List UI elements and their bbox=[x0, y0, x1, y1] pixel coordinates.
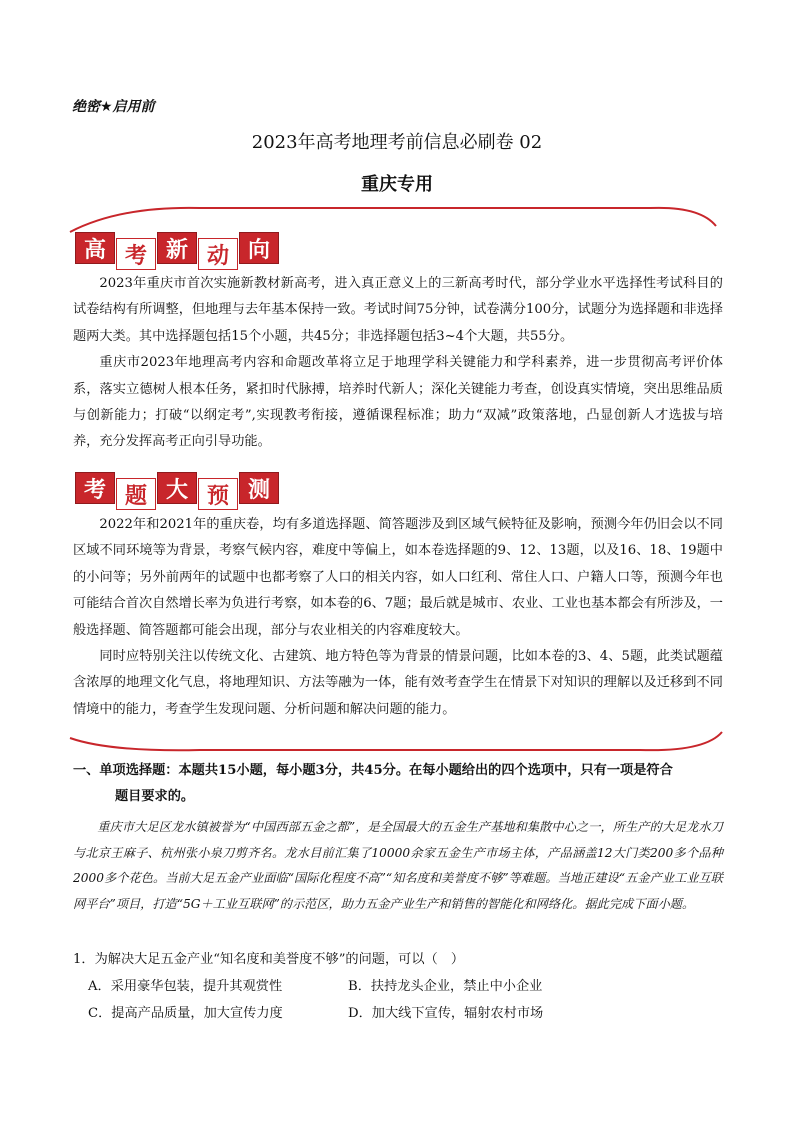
option-d[interactable]: D．加大线下宣传，辐射农村市场 bbox=[348, 1006, 544, 1021]
section-heading-line: 一、单项选择题：本题共15小题，每小题3分，共45分。在每小题给出的四个选项中，只有一项是符合 bbox=[73, 763, 673, 778]
material-paragraph: 重庆市大足区龙水镇被誉为“中国西部五金之都”，是全国最大的五金生产基地和集散中心之一，所生产的大足龙水刀与北京王麻子、杭州张小泉刀剪齐名。龙水目前汇集了10000余家五金生产市场主体，产品涵盖12大门类200多个品种2000多个花色。当前大足五金产业面临“国际化程度不高”“知名度和美誉度不够”等难题。当地正建设“五金产业工业互联网平台”项目，打造“5G＋工业互联网”的示范区，助力五金产业生产和销售的智能化和网络化。据此完成下面小题。 bbox=[73, 820, 723, 911]
question-1-stem: 1．为解决大足五金产业“知名度和美誉度不够”的问题，可以（ ） bbox=[73, 952, 465, 967]
banner-char: 动 bbox=[198, 238, 238, 270]
forecast-paragraph: 同时应特别关注以传统文化、古建筑、地方特色等为背景的情景问题，比如本卷的3、4、5题，此类试题蕴含浓厚的地理文化气息，将地理知识、方法等融为一体，能有效考查学生在情景下对知识的理解以及迁移到不同情境中的能力，考查学生发现问题、分析问题和解决问题的能力。 bbox=[73, 649, 723, 717]
banner-char: 题 bbox=[116, 478, 156, 510]
intro-section bbox=[73, 271, 723, 456]
section-heading-line: 题目要求的。 bbox=[115, 789, 195, 804]
bottom-frame-curve bbox=[70, 732, 722, 750]
banner-char: 高 bbox=[75, 232, 115, 264]
confidential-label: 绝密★启用前 bbox=[72, 99, 155, 115]
banner-char: 新 bbox=[157, 232, 197, 264]
banner-char: 预 bbox=[198, 478, 238, 510]
intro-paragraph: 2023年重庆市首次实施新教材新高考，进入真正意义上的三新高考时代，部分学业水平选择性考试科目的试卷结构有所调整，但地理与去年基本保持一致。考试时间75分钟，试卷满分100分，试题分为选择题和非选择题两大类。其中选择题包括15个小题，共45分；非选择题包括3~4个大题，共55分。 bbox=[73, 276, 723, 344]
question-1-options bbox=[88, 973, 728, 1027]
forecast-paragraph: 2022年和2021年的重庆卷，均有多道选择题、简答题涉及到区域气候特征及影响，预测今年仍旧会以不同区域不同环境等为背景，考察气候内容，难度中等偏上，如本卷选择题的9、12、13题，以及16、18、19题中的小问等；另外前两年的试题中也都考察了人口的相关内容，如人口红利、常住人口、户籍人口等，预测今年也可能结合首次自然增长率为负进行考察，如本卷的6、7题；最后就是城市、农业、工业也基本都会有所涉及，一般选择题、简答题都可能会出现，部分与农业相关的内容难度较大。 bbox=[73, 517, 723, 638]
banner-char: 测 bbox=[239, 472, 279, 504]
banner-char: 大 bbox=[157, 472, 197, 504]
top-frame-curve bbox=[70, 208, 716, 232]
section-heading bbox=[73, 758, 727, 810]
banner-gaokao-xin-dongxiang bbox=[75, 232, 279, 270]
banner-char: 考 bbox=[75, 472, 115, 504]
banner-char: 考 bbox=[116, 238, 156, 270]
intro-paragraph: 重庆市2023年地理高考内容和命题改革将立足于地理学科关键能力和学科素养，进一步贯彻高考评价体系，落实立德树人根本任务，紧扣时代脉搏，培养时代新人；深化关键能力考查，创设真实情境，突出思维品质与创新能力；打破“以纲定考”,实现教考衔接，遵循课程标准；助力“双减”政策落地，凸显创新人才选拔与培养，充分发挥高考正向引导功能。 bbox=[73, 355, 723, 450]
option-c[interactable]: C．提高产品质量，加大宣传力度 bbox=[88, 1006, 283, 1021]
question-material bbox=[73, 815, 723, 917]
forecast-section bbox=[73, 512, 723, 723]
banner-char: 向 bbox=[239, 232, 279, 264]
option-b[interactable]: B．扶持龙头企业，禁止中小企业 bbox=[348, 979, 543, 994]
page-subtitle: 重庆专用 bbox=[361, 174, 433, 195]
banner-kaoti-da-yuce bbox=[75, 472, 279, 510]
option-a[interactable]: A．采用豪华包装，提升其观赏性 bbox=[88, 979, 283, 994]
page-title: 2023年高考地理考前信息必刷卷 02 bbox=[251, 132, 543, 153]
